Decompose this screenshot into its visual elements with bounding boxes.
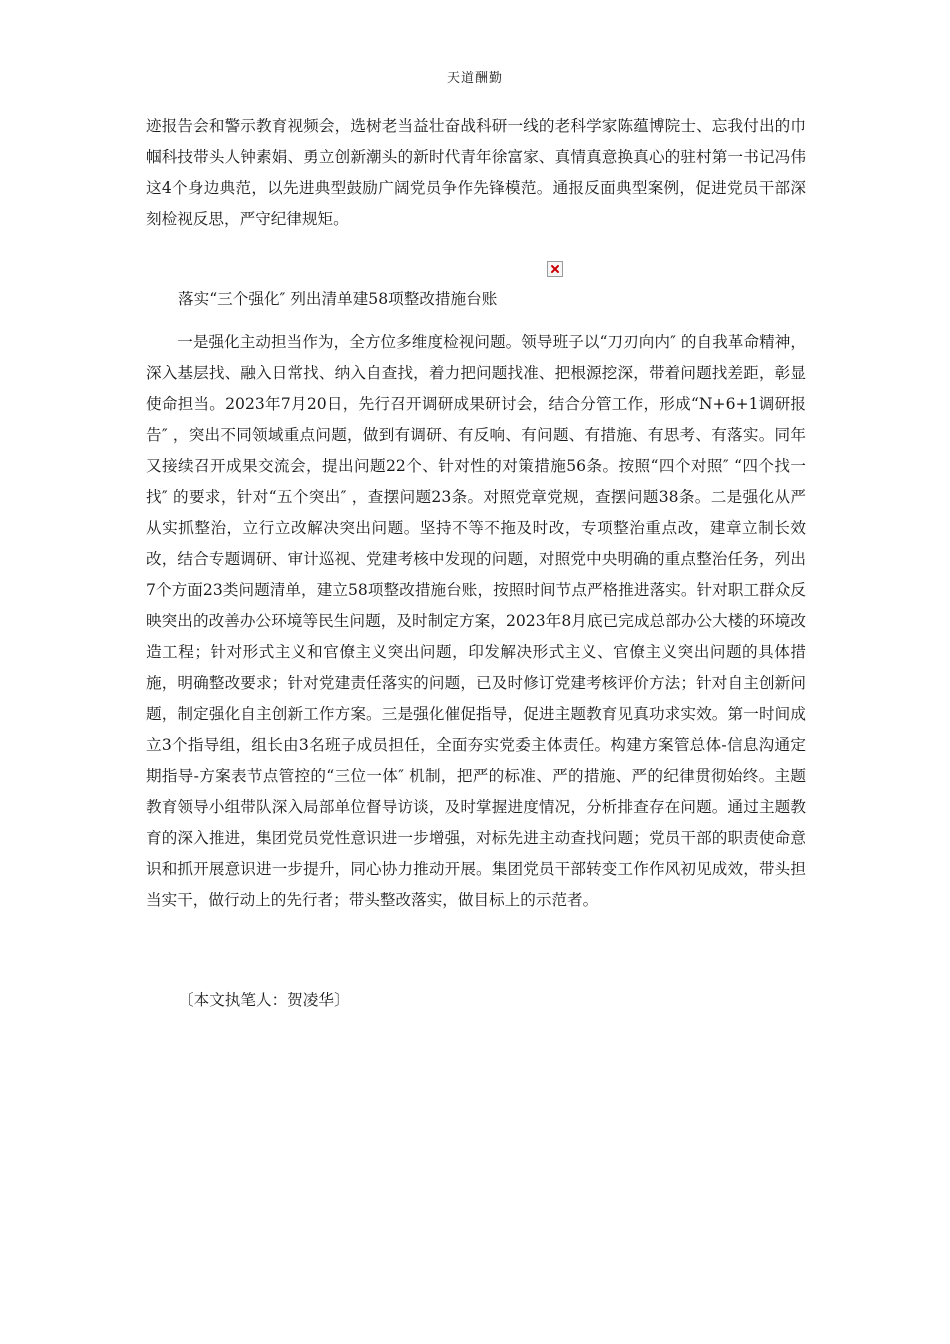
paragraph-1: 迹报告会和警示教育视频会，选树老当益壮奋战科研一线的老科学家陈蕴博院士、忘我付出的巾帼科技带头人钟素娟、勇立创新潮头的新时代青年徐富家、真情真意换真心的驻村第一书记冯伟这4个身边典范，以先进典型鼓励广阔党员争作先锋模范。通报反面典型案例，促进党员干部深刻检视反思，严守纪律规矩。 [146, 117, 806, 228]
broken-image-icon [547, 261, 563, 277]
page-header: 天道酬勤 [446, 71, 503, 86]
section-caption: 落实“三个强化″ 列出清单建58项整改措施台账 [178, 290, 498, 308]
author-note: 〔本文执笔人：贺凌华〕 [178, 991, 350, 1009]
broken-image-x-icon [548, 262, 562, 276]
paragraph-2: 一是强化主动担当作为，全方位多维度检视问题。领导班子以“刀刃向内″ 的自我革命精神，深入基层找、融入日常找、纳入自查找，着力把问题找准、把根源挖深，带着问题找差距，彰显使命担当。2023年7月20日，先行召开调研成果研讨会，结合分管工作，形成“N+6+1调研报告″ ，突出不同领域重点问题，做到有调研、有反响、有问题、有措施、有思考、有落实。同年又接续召开成果交流会，提出问题22个、针对性的对策措施56条。按照“四个对照″ “四个找一找″ 的要求，针对“五个突出″ ，查摆问题23条。对照党章党规，查摆问题38条。二是强化从严从实抓整治，立行立改解决突出问题。坚持不等不拖及时改，专项整治重点改，建章立制长效改，结合专题调研、审计巡视、党建考核中发现的问题，对照党中央明确的重点整治任务，列出7个方面23类问题清单，建立58项整改措施台账，按照时间节点严格推进落实。针对职工群众反映突出的改善办公环境等民生问题，及时制定方案，2023年8月底已完成总部办公大楼的环境改造工程；针对形式主义和官僚主义突出问题，印发解决形式主义、官僚主义突出问题的具体措施，明确整改要求；针对党建责任落实的问题，已及时修订党建考核评价方法；针对自主创新问题，制定强化自主创新工作方案。三是强化催促指导，促进主题教育见真功求实效。第一时间成立3个指导组，组长由3名班子成员担任，全面夯实党委主体责任。构建方案管总体-信息沟通定期指导-方案表节点管控的“三位一体″ 机制，把严的标准、严的措施、严的纪律贯彻始终。主题教育领导小组带队深入局部单位督导访谈，及时掌握进度情况，分析排查存在问题。通过主题教育的深入推进，集团党员党性意识进一步增强，对标先进主动查找问题；党员干部的职责使命意识和抓开展意识进一步提升，同心协力推动开展。集团党员干部转变工作作风初见成效，带头担当实干，做行动上的先行者；带头整改落实，做目标上的示范者。 [146, 333, 806, 909]
